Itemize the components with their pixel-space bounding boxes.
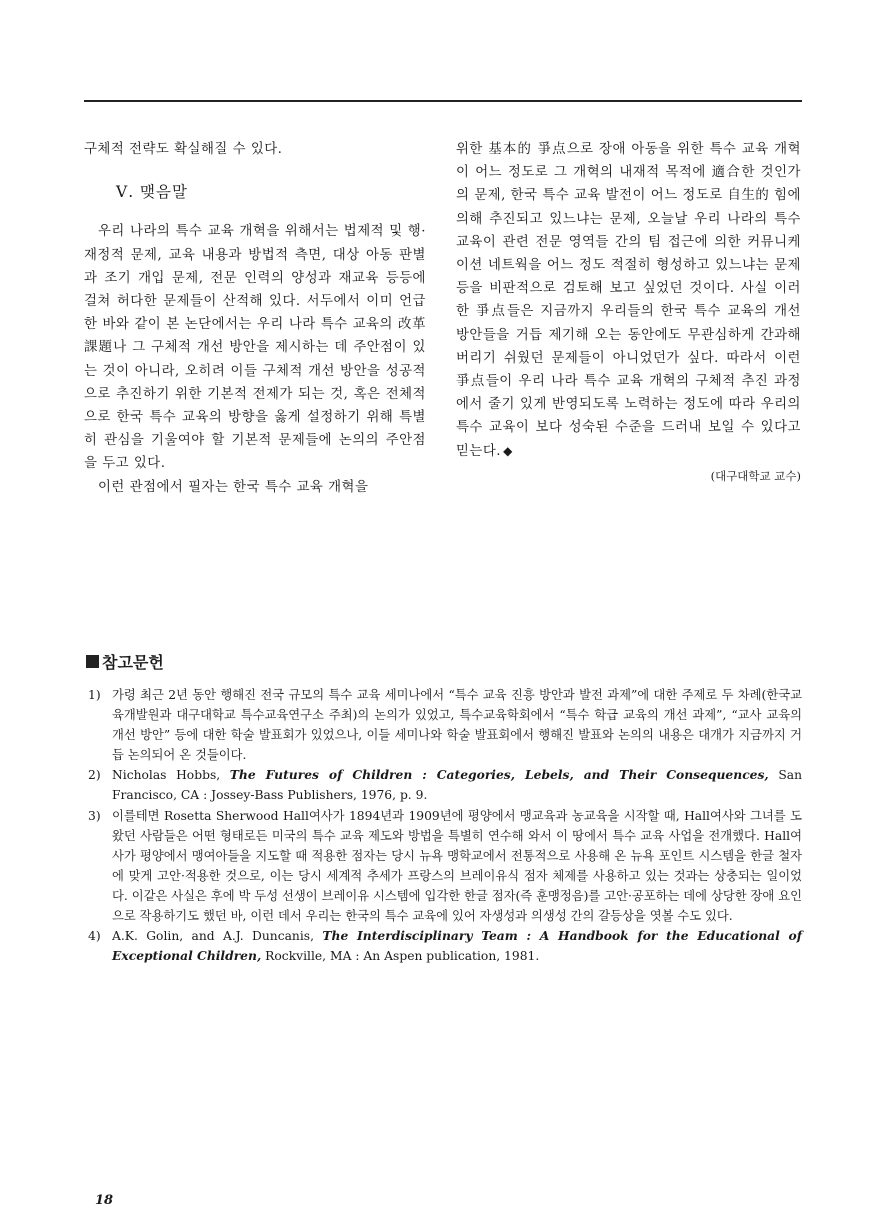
right-paragraph-1-text: 위한 基本的 爭点으로 장애 아동을 위한 특수 교육 개혁이 어느 정도로 그 개혁의 내재적 목적에 適合한 것인가의 문제, 한국 특수 교육 발전이 어느 정도로 自生的 힘에 의해 추진되고 있느냐는 문제, 오늘날 우리 나라의 특수 교육이 관련 전문 영역들 간의 팀 접근에 의한 커뮤니케이션 네트웍을 어느 정도 적절히 형성하고 있느냐는 문제 등을 비판적으로 검토해 보고 싶었던 것이다. 사실 이러한 爭点들은 지금까지 우리들의 한국 특수 교육의 개선 방안들을 거듭 제기해 오는 동안에도 무관심하게 간과해 버리기 쉬웠던 문제들이 아니었던가 싶다. 따라서 이런 爭点들이 우리 나라 특수 교육 개혁의 구체적 추진 과정에서 줄기 있게 반영되도록 노력하는 정도에 따라 우리의 특수 교육이 보다 성숙된 수준을 드러내 보일 수 있다고 믿는다.: [456, 142, 801, 459]
left-paragraph-3: 이런 관점에서 필자는 한국 특수 교육 개혁을: [98, 479, 369, 495]
reference-title: The Futures of Children : Categories, Lebels, and Their Consequences,: [229, 767, 769, 783]
reference-text: 이를테면 Rosetta Sherwood Hall여사가 1894년과 1909년에 평양에서 맹교육과 농교육을 시작할 때, Hall여사와 그녀를 도왔던 사람들은 어떤 형태로든 미국의 특수 교육 제도와 방법을 특별히 연수해 와서 이 땅에서 특수 교육 사업을 전개했다. Hall여사가 평양에서 맹여아들을 지도할 때 적용한 점자는 당시 뉴욕 맹학교에서 전통적으로 사용해 온 뉴욕 포인트 시스템을 한글 철자에 맞게 고안·적용한 것으로, 이는 당시 세계적 추세가 프랑스의 브레이유식 점자 체제를 사용하고 있는 것과는 상충되는 일이었다. 이같은 사실은 후에 박 두성 선생이 브레이유 시스템에 입각한 한글 점자(즉 훈맹정음)를 고안·공포하는 데에 상당한 장애 요인으로 작용하기도 했던 바, 이런 데서 우리는 한국의 특수 교육에 있어 자생성과 의생성 간의 갈등상을 엿볼 수도 있다.: [112, 808, 802, 924]
right-paragraph-1: [456, 138, 801, 463]
top-rule: [84, 100, 802, 102]
reference-number: 4): [88, 929, 101, 944]
reference-author: Nicholas Hobbs,: [112, 768, 230, 783]
reference-publisher: San Francisco, CA : Jossey-Bass Publishers, 1976, p. 9.: [112, 768, 802, 803]
section-heading: Ⅴ. 맺음말: [116, 183, 188, 202]
reference-title: The Interdisciplinary Team : A Handbook for the Educational of Exceptional Children,: [112, 928, 803, 964]
reference-number: 3): [88, 808, 101, 823]
author-affiliation: (대구대학교 교수): [710, 468, 801, 483]
reference-item: [88, 926, 802, 966]
left-paragraph-1: 구체적 전략도 확실해질 수 있다.: [84, 142, 283, 157]
reference-number: 1): [88, 688, 101, 702]
right-column: [456, 138, 801, 488]
reference-item: [88, 765, 802, 805]
left-column: [84, 138, 426, 499]
page-number: 18: [95, 1193, 114, 1208]
reference-author: A.K. Golin, and A.J. Duncanis,: [112, 929, 323, 944]
reference-text: 가령 최근 2년 동안 행해진 전국 규모의 특수 교육 세미나에서 “특수 교육 진흥 방안과 발전 과제”에 대한 주제로 두 차례(한국교육개발원과 대구대학교 특수교육연구소 주최)의 논의가 있었고, 특수교육학회에서 “특수 학급 교육의 개선 과제”, “교사 교육의 개선 방안” 등에 대한 학술 발표회가 있었으나, 이들 세미나와 학술 발표회에서 행해진 발표와 논의의 내용은 대개가 지금까지 거듭 논의되어 온 것들이다.: [112, 688, 802, 763]
references-list: [88, 685, 802, 966]
end-mark-icon: ◆: [503, 443, 513, 458]
square-bullet-icon: [86, 655, 99, 668]
reference-item: [88, 685, 802, 765]
reference-item: [88, 806, 802, 927]
references-heading: [86, 650, 164, 673]
left-paragraph-2: 우리 나라의 특수 교육 개혁을 위해서는 법제적 및 행·재정적 문제, 교육 내용과 방법적 측면, 대상 아동 판별과 조기 개입 문제, 전문 인력의 양성과 재교육 등등에 걸쳐 허다한 문제들이 산적해 있다. 서두에서 이미 언급한 바와 같이 본 논단에서는 우리 나라 특수 교육의 改革課題나 그 구체적 개선 방안을 제시하는 데 주안점이 있는 것이 아니라, 오히려 이들 구체적 개선 방안을 성공적으로 추진하기 위한 기본적 전제가 되는 것, 혹은 전체적으로 한국 특수 교육의 방향을 옳게 설정하기 위해 특별히 관심을 기울여야 할 기본적 문제들에 논의의 주안점을 두고 있다.: [84, 224, 426, 472]
reference-number: 2): [88, 768, 101, 783]
reference-publisher: Rockville, MA : An Aspen publication, 1981.: [261, 949, 540, 964]
references-heading-text: 참고문헌: [102, 653, 164, 672]
